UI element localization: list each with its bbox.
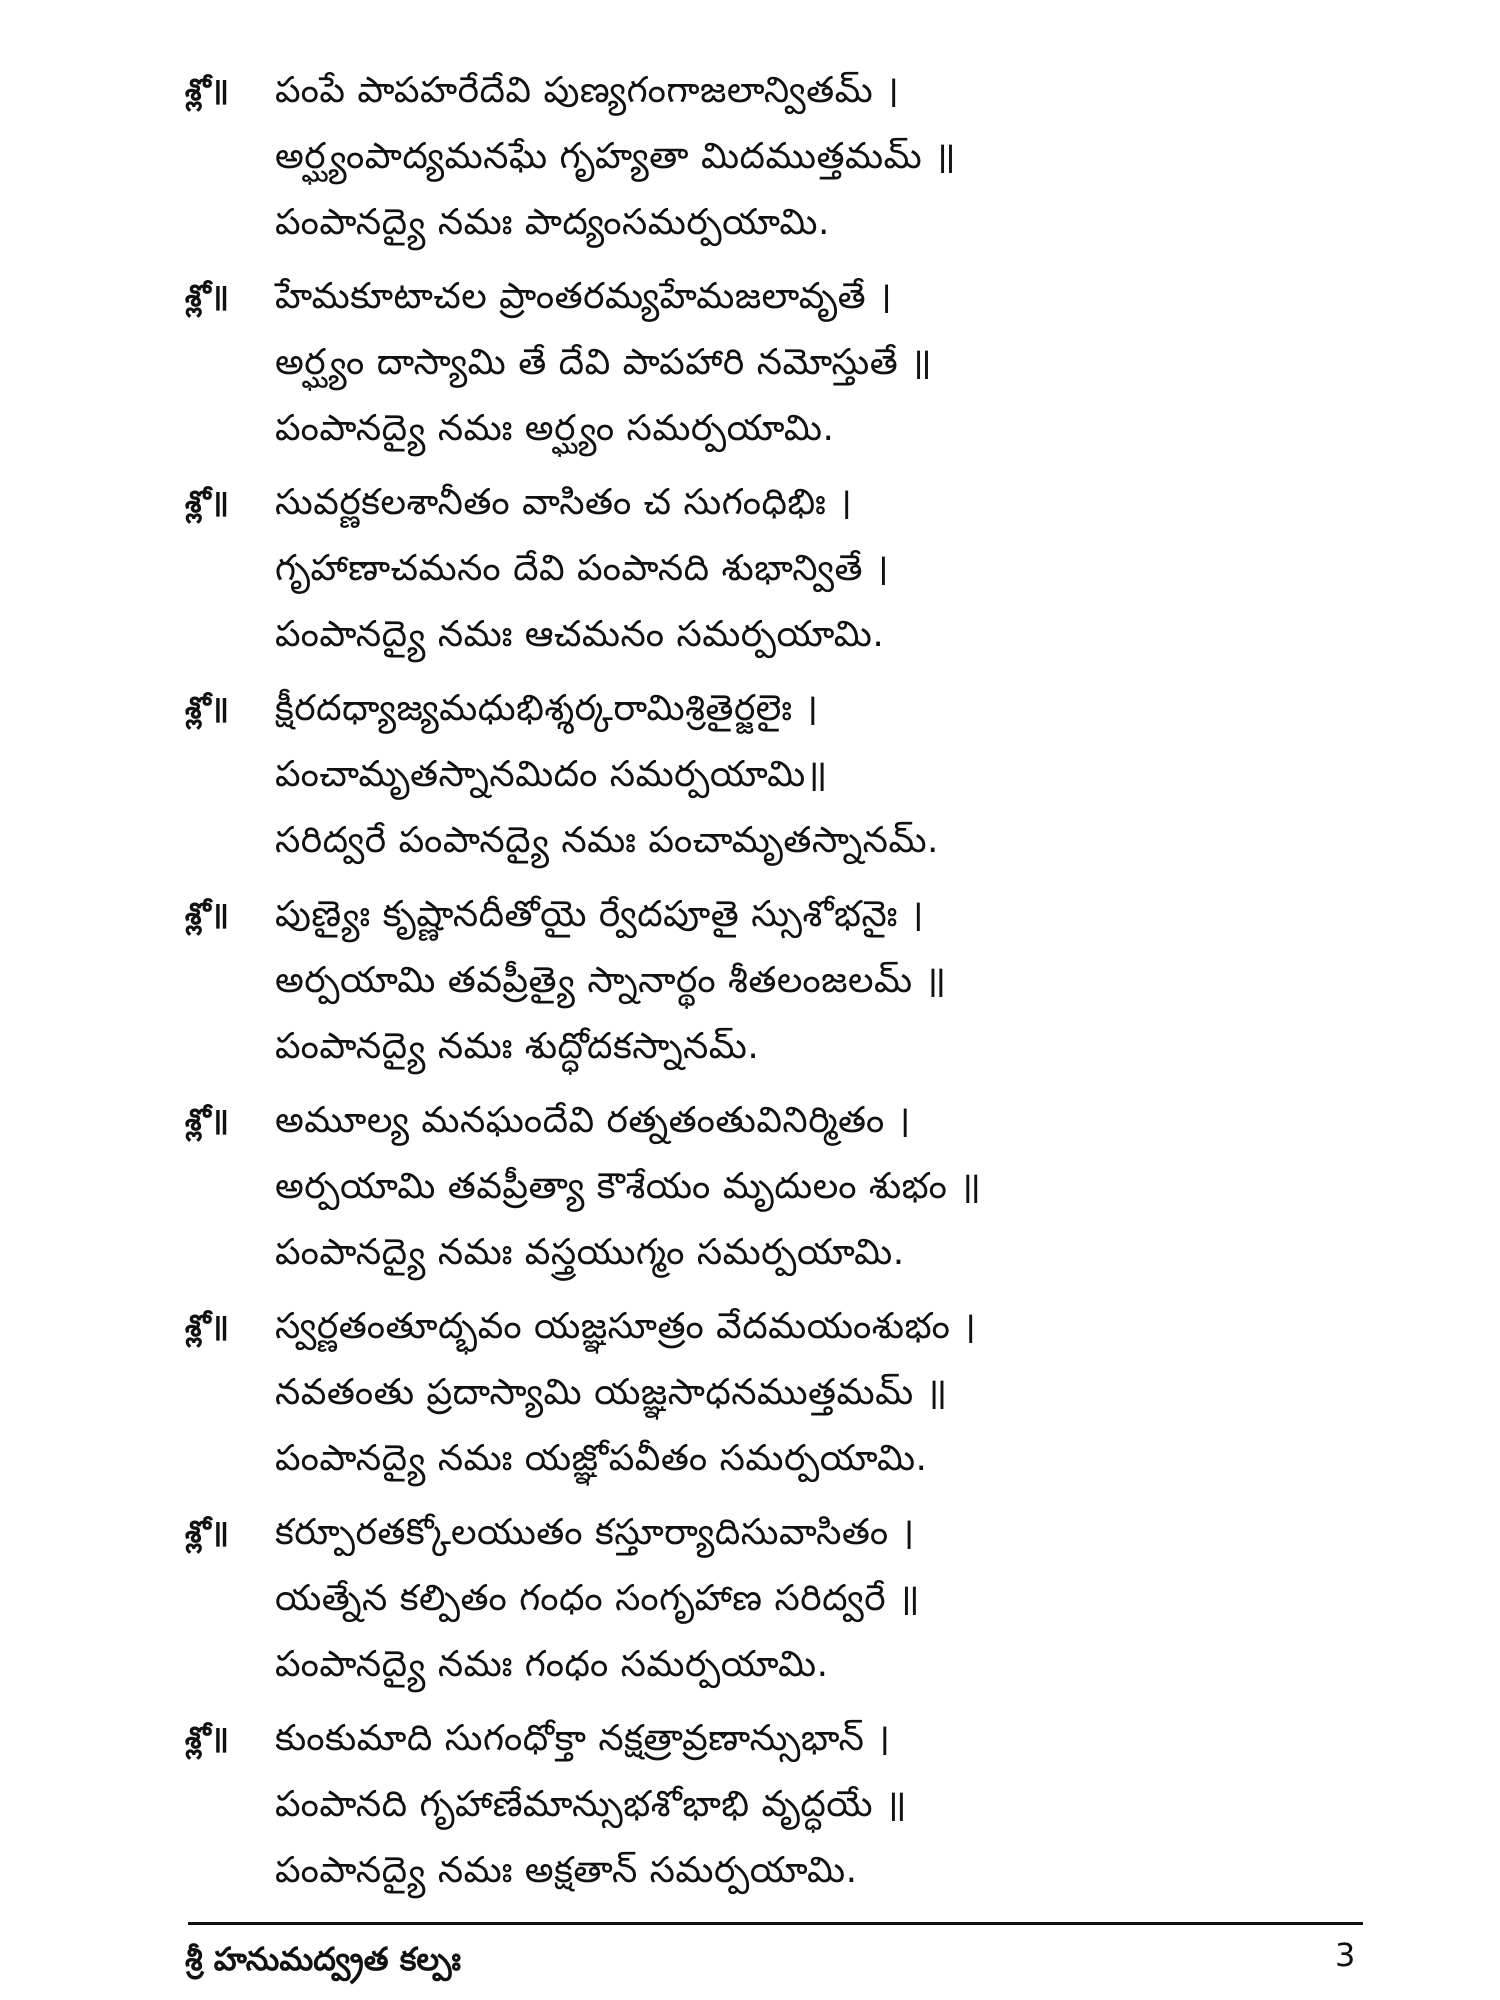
verse-marker: శ్లో॥ bbox=[185, 1103, 229, 1138]
verse-line: పంపే పాపహరేదేవి పుణ్యగంగాజలాన్వితమ్ । bbox=[275, 70, 900, 111]
mantra-line: పంపానద్యై నమః వస్త్రయుగ్మం సమర్పయామి. bbox=[275, 1232, 905, 1273]
verse-marker: శ్లో॥ bbox=[185, 73, 229, 108]
verse-marker: శ్లో॥ bbox=[185, 897, 229, 932]
page-number: 3 bbox=[1335, 1936, 1356, 1974]
verse-line: స్వర్ణతంతూద్భవం యజ్ఞసూత్రం వేదమయంశుభం । bbox=[275, 1306, 977, 1347]
verse-line: అర్పయామి తవప్రీత్యై స్నానార్థం శీతలంజలమ్ ॥ bbox=[275, 960, 947, 1001]
mantra-line: పంపానద్యై నమః శుద్ధోదకస్నానమ్. bbox=[275, 1026, 760, 1067]
mantra-line: పంపానద్యై నమః యజ్ఞోపవీతం సమర్పయామి. bbox=[275, 1438, 928, 1479]
verse-line: హేమకూటాచల ప్రాంతరమ్యహేమజలావృతే । bbox=[275, 276, 893, 317]
mantra-line: సరిద్వరే పంపానద్యై నమః పంచామృతస్నానమ్. bbox=[275, 820, 939, 861]
verse-line: అమూల్య మనఘందేవి రత్నతంతువినిర్మితం । bbox=[275, 1100, 911, 1141]
verse-marker: శ్లో॥ bbox=[185, 279, 229, 314]
mantra-line: పంపానద్యై నమః అర్ఘ్యం సమర్పయామి. bbox=[275, 408, 835, 449]
verse-line: అర్ఘ్యంపాద్యమనఘే గృహ్యతా మిదముత్తమమ్ ॥ bbox=[275, 136, 957, 177]
verse-marker: శ్లో॥ bbox=[185, 691, 229, 726]
verse-line: గృహాణాచమనం దేవి పంపానది శుభాన్వితే । bbox=[275, 548, 890, 589]
mantra-line: పంపానద్యై నమః పాద్యంసమర్పయామి. bbox=[275, 202, 830, 243]
mantra-line: పంపానద్యై నమః అక్షతాన్ సమర్పయామి. bbox=[275, 1850, 858, 1891]
verse-marker: శ్లో॥ bbox=[185, 1515, 229, 1550]
mantra-line: పంపానద్యై నమః గంధం సమర్పయామి. bbox=[275, 1644, 829, 1685]
verse-line: కర్పూరతక్కోలయుతం కస్తూర్యాదిసువాసితం । bbox=[275, 1512, 915, 1553]
footer-divider bbox=[188, 1922, 1363, 1925]
verse-line: అర్పయామి తవప్రీత్యా కౌశేయం మృదులం శుభం ॥ bbox=[275, 1166, 982, 1207]
verse-line: యత్నేన కల్పితం గంధం సంగృహాణ సరిద్వరే ॥ bbox=[275, 1578, 921, 1619]
verse-line: పంపానది గృహాణేమాన్సుభశోభాభి వృద్ధయే ॥ bbox=[275, 1784, 908, 1825]
verse-line: పంచామృతస్నానమిదం సమర్పయామి॥ bbox=[275, 754, 828, 795]
mantra-line: పంపానద్యై నమః ఆచమనం సమర్పయామి. bbox=[275, 614, 885, 655]
verse-line: అర్ఘ్యం దాస్యామి తే దేవి పాపహారి నమోస్తుతే ॥ bbox=[275, 342, 933, 383]
verse-line: పుణ్యైః కృష్ణానదీతోయై ర్వేదపూతై స్సుశోభనైః । bbox=[275, 894, 924, 935]
verse-marker: శ్లో॥ bbox=[185, 485, 229, 520]
verse-line: క్షీరదధ్యాజ్యమధుభిశ్శర్కరామిశ్రితైర్జలైః । bbox=[275, 688, 819, 729]
verse-marker: శ్లో॥ bbox=[185, 1721, 229, 1756]
footer-book-title: శ్రీ హనుమద్వ్రత కల్పః bbox=[185, 1940, 461, 1978]
verse-line: నవతంతు ప్రదాస్యామి యజ్ఞసాధనముత్తమమ్ ॥ bbox=[275, 1372, 948, 1413]
verse-line: కుంకుమాది సుగంధోక్తా నక్షత్రావ్రణాన్సుభాన్ । bbox=[275, 1718, 891, 1759]
verse-line: సువర్ణకలశానీతం వాసితం చ సుగంధిభిః । bbox=[275, 482, 853, 523]
verse-marker: శ్లో॥ bbox=[185, 1309, 229, 1344]
